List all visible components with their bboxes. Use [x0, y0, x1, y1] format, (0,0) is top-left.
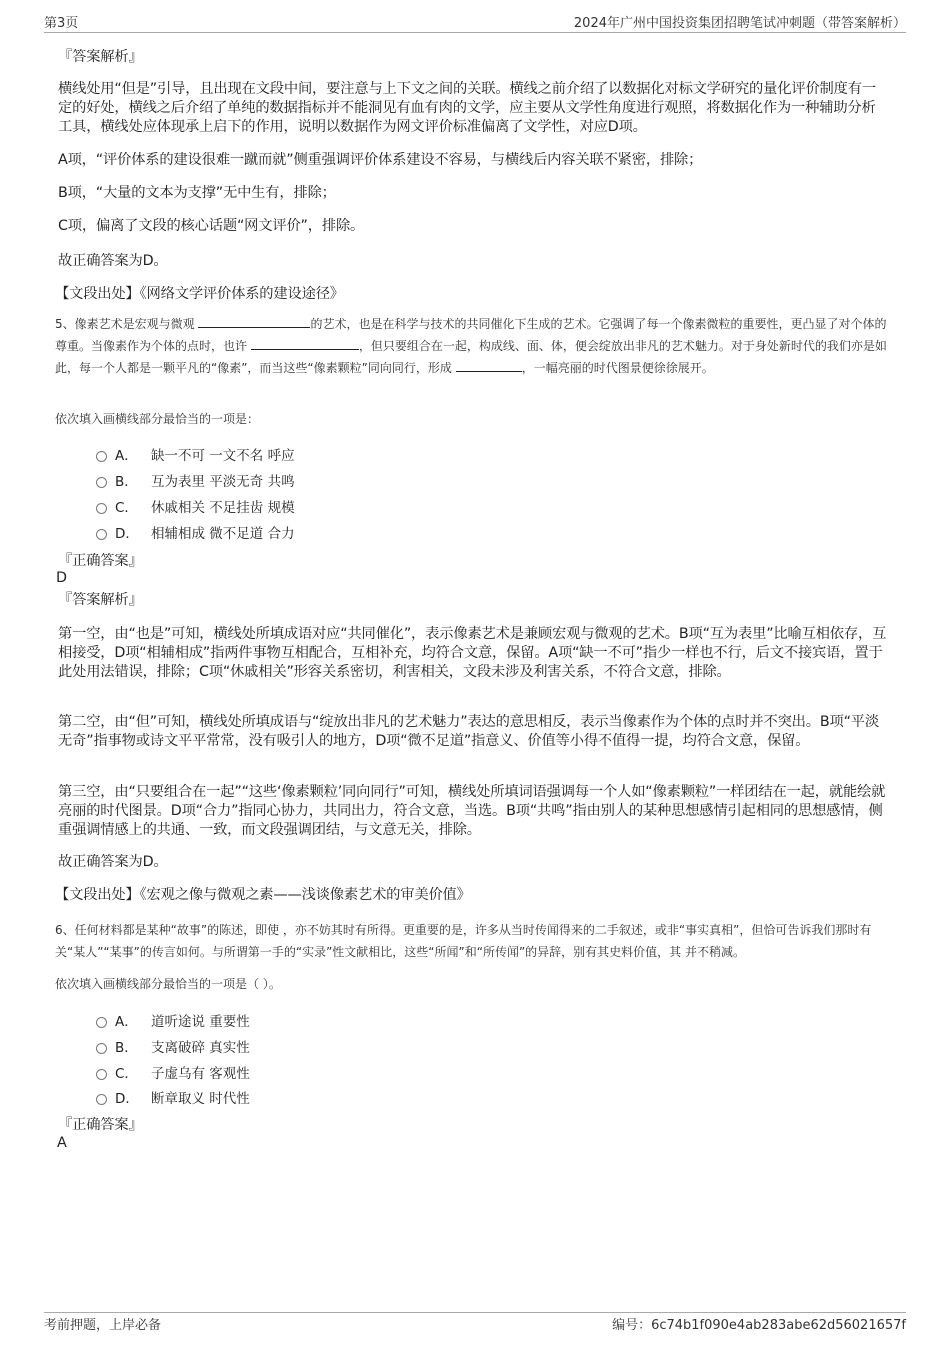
- question-text: ，一幅亮丽的时代图景便徐徐展开。: [521, 361, 714, 375]
- radio-icon[interactable]: [96, 451, 107, 462]
- blank-1: [198, 314, 310, 328]
- option-a[interactable]: [96, 1010, 250, 1030]
- option-c[interactable]: [96, 496, 295, 516]
- option-letter: B．: [115, 1040, 138, 1056]
- option-letter: D．: [115, 1091, 139, 1107]
- answer-label: 『正确答案』: [58, 1117, 143, 1133]
- option-text: 休戚相关 不足挂齿 规模: [151, 500, 295, 516]
- question-text: 的艺术，也是在科学与技术的共同催化下生成的艺术。它强调了每一个像素微粒的重要性，更凸显了对个体的尊重。当像素作为个体的点时，也许: [55, 317, 887, 353]
- radio-icon[interactable]: [96, 477, 107, 488]
- answer-value: D: [56, 570, 67, 586]
- question-6-text: 6、任何材料都是某种“故事”的陈述，即使 ，亦不妨其时有所得。更重要的是，许多从当时传闻得来的二手叙述，或非“事实真相”，但恰可告诉我们那时有关“某人”“某事”的传言如何。与所谓第一手的“实录”性文献相比，这些“所闻”和“所传闻”的异辞，别有其史料价值，其 并不稍减。: [55, 923, 872, 959]
- option-b[interactable]: [96, 470, 295, 490]
- radio-icon[interactable]: [96, 1094, 107, 1105]
- analysis-paragraph: 横线处用“但是”引导，且出现在文段中间，要注意与上下文之间的关联。横线之前介绍了以数据化对标文学研究的量化评价制度有一定的好处，横线之后介绍了单纯的数据指标并不能洞见有血有肉的文学，应主要从文学性角度进行观照，将数据化作为一种辅助分析工具，横线处应体现承上启下的作用，说明以数据作为网文评价标准偏离了文学性，对应D项。: [58, 81, 876, 135]
- answer-value: A: [57, 1135, 67, 1151]
- option-text: 支离破碎 真实性: [151, 1040, 250, 1056]
- blank-2: [251, 336, 359, 350]
- document-title: 2024年广州中国投资集团招聘笔试冲刺题（带答案解析）: [573, 16, 906, 31]
- radio-icon[interactable]: [96, 529, 107, 540]
- option-letter: C．: [115, 500, 138, 516]
- question-text: 5、像素艺术是宏观与微观: [55, 317, 195, 331]
- header-divider: [44, 32, 906, 33]
- analysis-conclusion: 故正确答案为D。: [58, 253, 168, 269]
- option-text: 道听途说 重要性: [151, 1014, 250, 1030]
- answer-label: 『正确答案』: [58, 553, 143, 569]
- page-number: 第3页: [44, 16, 79, 31]
- option-text: 断章取义 时代性: [151, 1091, 250, 1107]
- radio-icon[interactable]: [96, 1017, 107, 1028]
- option-letter: D．: [115, 526, 139, 542]
- radio-icon[interactable]: [96, 1043, 107, 1054]
- option-text: 子虚乌有 客观性: [151, 1066, 250, 1082]
- footer-divider: [44, 1312, 906, 1313]
- analysis-paragraph: 第二空，由“但”可知，横线处所填成语与“绽放出非凡的艺术魅力”表达的意思相反，表示当像素作为个体的点时并不突出。B项“平淡无奇”指事物或诗文平平常常，没有吸引人的地方，D项“微不足道”指意义、价值等小得不值得一提，均符合文意，保留。: [58, 714, 879, 749]
- option-text: 互为表里 平淡无奇 共鸣: [151, 474, 295, 490]
- blank-3: [456, 358, 522, 372]
- analysis-conclusion: 故正确答案为D。: [58, 854, 168, 870]
- option-b[interactable]: [96, 1036, 250, 1056]
- radio-icon[interactable]: [96, 1069, 107, 1080]
- analysis-paragraph: A项，“评价体系的建设很难一蹴而就”侧重强调评价体系建设不容易，与横线后内容关联不紧密，排除；: [58, 152, 703, 168]
- analysis-label: 『答案解析』: [58, 49, 143, 65]
- analysis-label: 『答案解析』: [58, 592, 143, 608]
- analysis-paragraph: C项，偏离了文段的核心话题“网文评价”，排除。: [58, 218, 365, 234]
- source-citation: 【文段出处】《宏观之像与微观之素——浅谈像素艺术的审美价值》: [55, 887, 471, 903]
- question-text: ，但只要组合在一起，构成线、面、体，便会绽放出非凡的艺术魅力。对于身处新时代的我们亦是如此，每一个人都是一颗平凡的“像素”，而当这些“像素颗粒”同向同行，形成: [55, 339, 887, 375]
- option-text: 相辅相成 微不足道 合力: [151, 526, 295, 542]
- question-prompt: 依次填入画横线部分最恰当的一项是：: [55, 412, 260, 426]
- analysis-paragraph: 第三空，由“只要组合在一起”“这些‘像素颗粒’同向同行”可知，横线处所填词语强调每一个人如“像素颗粒”一样团结在一起，就能绘就亮丽的时代图景。D项“合力”指同心协力，共同出力，符合文意，当选。B项“共鸣”指由别人的某种思想感情引起相同的思想感情，侧重强调情感上的共通、一致，而文段强调团结，与文意无关，排除。: [58, 784, 886, 838]
- question-5-text: [55, 313, 895, 379]
- option-c[interactable]: [96, 1062, 250, 1082]
- option-text: 缺一不可 一文不名 呼应: [151, 448, 295, 464]
- analysis-paragraph: B项，“大量的文本为支撑”无中生有，排除；: [58, 185, 336, 201]
- option-letter: C．: [115, 1066, 138, 1082]
- footer-slogan: 考前押题，上岸必备: [44, 1318, 162, 1333]
- radio-icon[interactable]: [96, 503, 107, 514]
- option-letter: A．: [115, 448, 138, 464]
- option-a[interactable]: [96, 444, 295, 464]
- question-prompt: 依次填入画横线部分最恰当的一项是（ ）。: [55, 977, 281, 991]
- option-letter: B．: [115, 474, 138, 490]
- option-d[interactable]: [96, 1087, 250, 1107]
- option-letter: A．: [115, 1014, 138, 1030]
- option-d[interactable]: [96, 522, 295, 542]
- source-citation: 【文段出处】《网络文学评价体系的建设途径》: [55, 286, 344, 302]
- document-id: 编号：6c74b1f090e4ab283abe62d56021657f: [612, 1318, 906, 1333]
- analysis-paragraph: 第一空，由“也是”可知，横线处所填成语对应“共同催化”，表示像素艺术是兼顾宏观与微观的艺术。B项“互为表里”比喻互相依存，互相接受，D项“相辅相成”指两件事物互相配合，互相补充，均符合文意，保留。A项“缺一不可”指少一样也不行，后文不接宾语，置于此处用法错误，排除；C项“休戚相关”形容关系密切，利害相关，文段未涉及利害关系，不符合文意，排除。: [58, 626, 887, 680]
